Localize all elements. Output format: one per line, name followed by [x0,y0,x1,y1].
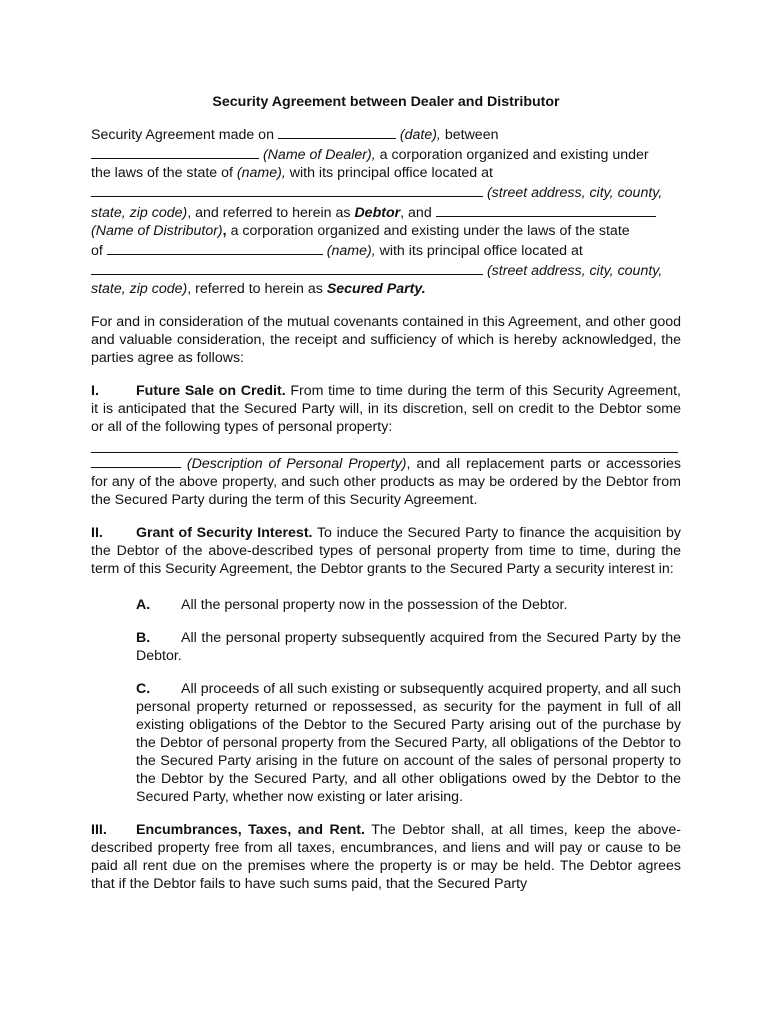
document-page [91,93,681,908]
section-3-body: The Debtor shall, at all times, keep the above-described property free from all taxes, encumbrances, and liens and will pay or cause to be paid all rent due on the premises where the property is or may be held. The Debtor agrees that if the Debtor fails to have such sums paid, that the Secured Party [91,822,682,892]
date-blank[interactable] [278,124,396,139]
distributor-name-blank[interactable] [436,202,656,217]
section-1-body: From time to time during the term of this Security Agreement, it is anticipated that the Secured Party will, in its discretion, sell on credit to the Debtor some or all of the following types of personal property: [91,383,681,435]
section-3-number: III. [91,822,107,838]
state-name-blank[interactable] [107,240,323,255]
section-2-item-b: B. All the personal property subsequently acquired from the Secured Party by the Debtor. [136,630,681,664]
section-3 [91,821,681,893]
dealer-name-blank[interactable] [91,144,259,159]
property-description-blank[interactable] [91,436,678,453]
section-1 [91,382,681,509]
intro-line-1: Security Agreement made on (date), between [91,124,681,144]
section-2-item-c: C. All proceeds of all such existing or subsequently acquired property, and all such personal property returned or repossessed, as security for the payment in full of all existing obligations of the Debtor to the Secured Party arising out of the purchase by the Debtor of personal property from the Secured Party, all obligations of the Debtor to the Secured Party arising in the future on account of the sales of personal property to the Debtor by the Secured Party, and all other obligations owed by the Debtor to the Secured Party, whether now existing or later arising. [136,681,681,805]
document-title: Security Agreement between Dealer and Distributor [212,94,560,110]
section-1-heading: Future Sale on Credit. [136,383,286,399]
section-2-body: To induce the Secured Party to finance the acquisition by the Debtor of the above-described types of personal property from time to time, during the term of this Security Agreement, the Debtor grants to the Secured Party a security interest in: [91,525,682,577]
intro-line-7: of (name), with its principal office located at [91,240,681,260]
section-2 [91,524,681,578]
intro-paragraph [91,124,681,298]
section-3-heading: Encumbrances, Taxes, and Rent. [136,822,365,838]
section-1-number: I. [91,383,99,399]
intro-line-9: state, zip code), referred to herein as Secured Party. [91,281,426,297]
section-1-text [91,382,681,436]
consideration-paragraph: For and in consideration of the mutual covenants contained in this Agreement, and other good and valuable consideration, the receipt and sufficiency of which is hereby acknowledged, the parties agree as follows: [91,314,681,366]
section-2-heading: Grant of Security Interest. [136,525,313,541]
section-2-number: II. [91,525,103,541]
section-3-text [91,821,681,893]
intro-line-4: (street address, city, county, [91,182,681,202]
dealer-address-blank[interactable] [91,182,483,197]
intro-line-6: (Name of Distributor), a corporation organized and existing under the laws of the state [91,223,630,239]
distributor-address-blank[interactable] [91,260,483,275]
section-2-item-a: A. All the personal property now in the possession of the Debtor. [136,597,568,613]
intro-line-3: the laws of the state of (name), with its principal office located at [91,165,493,181]
intro-line-2: (Name of Dealer), a corporation organized and existing under [91,144,681,164]
intro-line-8: (street address, city, county, [91,260,681,280]
section-1-description: (Description of Personal Property), and all replacement parts or accessories for any of the above property, and such other products as may be ordered by the Debtor from the Secured Party during the term of this Security Agreement. [91,453,681,509]
intro-line-5: state, zip code), and referred to herein as Debtor, and [91,202,681,222]
property-description-blank-2[interactable] [91,453,181,468]
section-2-text [91,524,681,578]
